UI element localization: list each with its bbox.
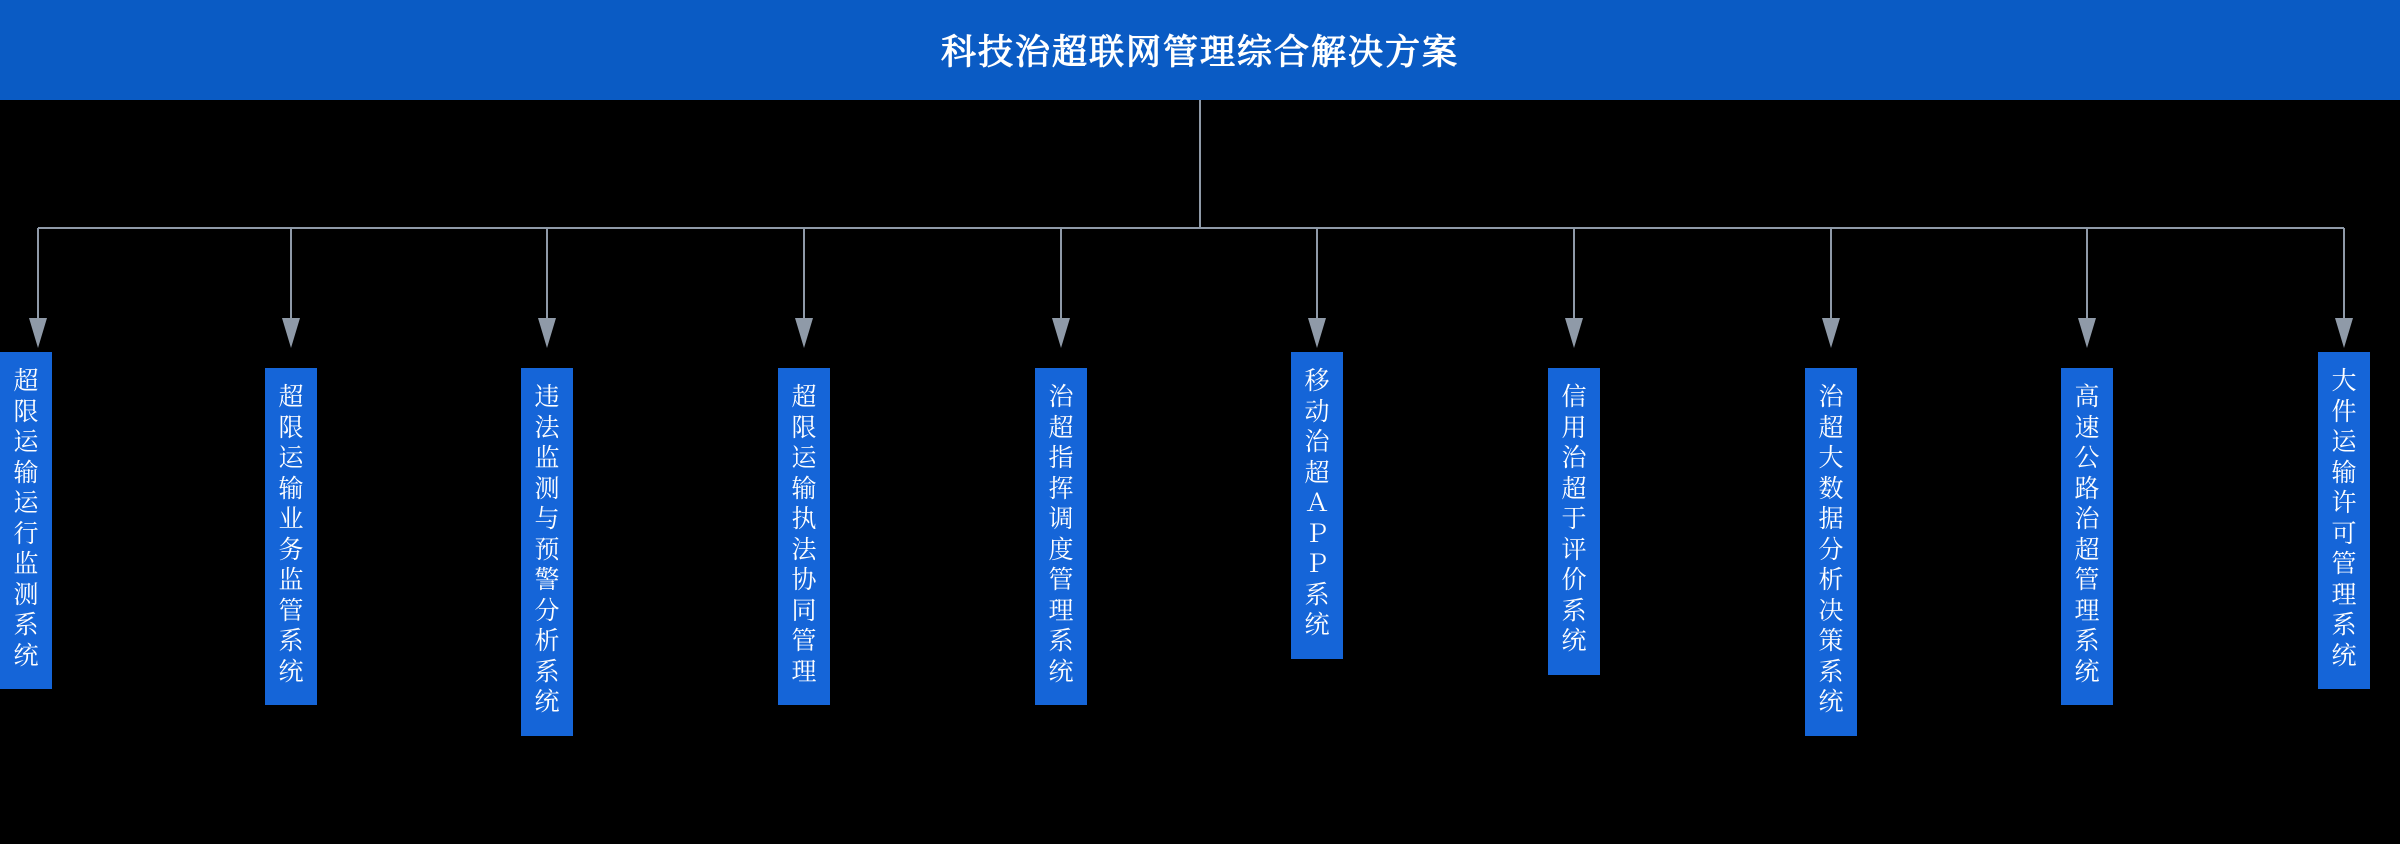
page-title: 科技治超联网管理综合解决方案	[940, 33, 1459, 72]
node-box-9[interactable]: 高 速 公 路 治 超 管 理 系 统	[2061, 368, 2113, 705]
node-box-7[interactable]: 信 用 治 超 于 评 价 系 统	[1548, 368, 1600, 675]
node-box-8[interactable]: 治 超 大 数 据 分 析 决 策 系 统	[1805, 368, 1857, 736]
node-box-4[interactable]: 超 限 运 输 执 法 协 同 管 理	[778, 368, 830, 705]
node-box-3[interactable]: 违 法 监 测 与 预 警 分 析 系 统	[521, 368, 573, 736]
node-box-5[interactable]: 治 超 指 挥 调 度 管 理 系 统	[1035, 368, 1087, 705]
node-box-1[interactable]: 超 限 运 输 运 行 监 测 系 统	[0, 352, 52, 689]
node-box-6[interactable]: 移 动 治 超 Ａ Ｐ Ｐ 系 统	[1291, 352, 1343, 659]
node-box-10[interactable]: 大 件 运 输 许 可 管 理 系 统	[2318, 352, 2370, 689]
node-box-2[interactable]: 超 限 运 输 业 务 监 管 系 统	[265, 368, 317, 705]
